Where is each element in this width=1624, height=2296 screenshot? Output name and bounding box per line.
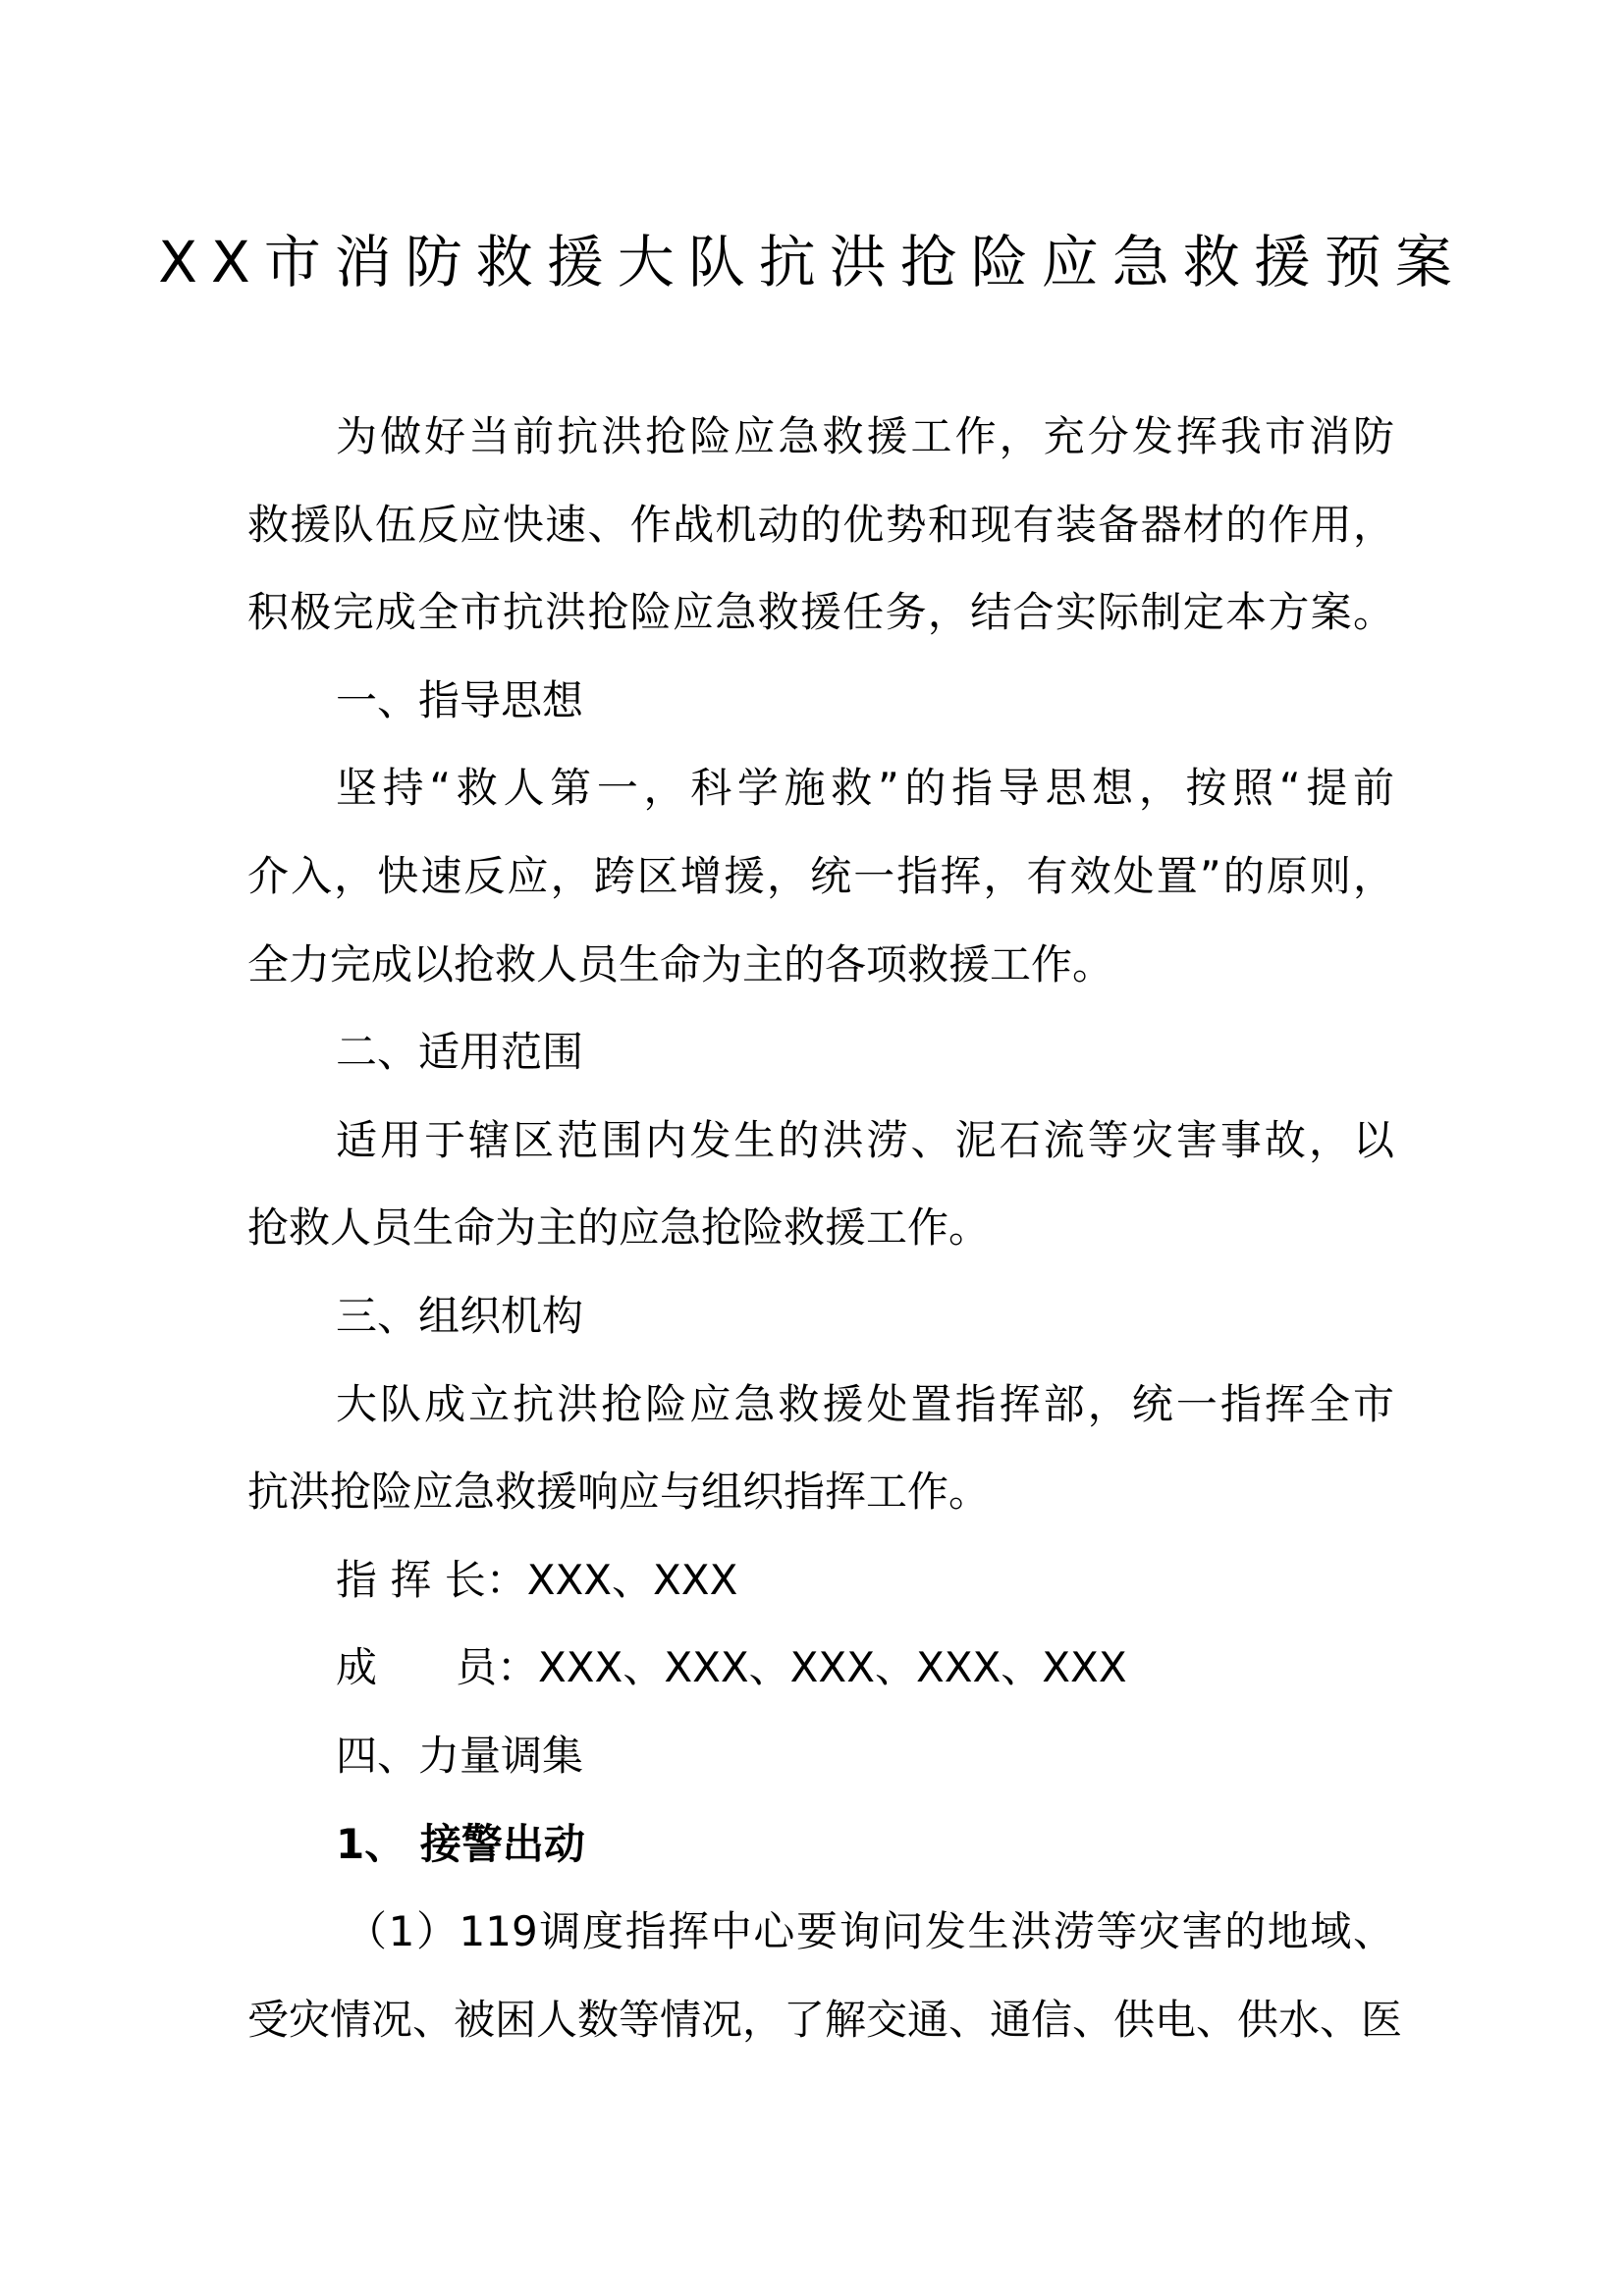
section-heading: 二、适用范围 bbox=[336, 1028, 584, 1077]
paragraph-line: 坚持“救人第一，科学施救”的指导思想，按照“提前 bbox=[336, 764, 1394, 813]
section-heading: 三、组织机构 bbox=[336, 1291, 584, 1340]
paragraph-line: 抗洪抢险应急救援响应与组织指挥工作。 bbox=[247, 1468, 991, 1517]
paragraph-line: 受灾情况、被困人数等情况，了解交通、通信、供电、供水、医 bbox=[247, 1995, 1403, 2044]
paragraph-line: 全力完成以抢救人员生命为主的各项救援工作。 bbox=[247, 939, 1114, 988]
section-heading: 四、力量调集 bbox=[336, 1731, 584, 1780]
paragraph-line: 救援队伍反应快速、作战机动的优势和现有装备器材的作用， bbox=[247, 500, 1394, 549]
paragraph-line: 适用于辖区范围内发生的洪涝、泥石流等灾害事故，以 bbox=[336, 1115, 1394, 1164]
document-body bbox=[247, 393, 1403, 2063]
members-label-start: 成 bbox=[336, 1643, 378, 1692]
document-title: XX市消防救援大队抗洪抢险应急救援预案 bbox=[158, 229, 1466, 295]
paragraph-line: 抢救人员生命为主的应急抢险救援工作。 bbox=[247, 1203, 991, 1253]
subsection-heading: 1、 接警出动 bbox=[336, 1819, 585, 1868]
paragraph-line: 介入，快速反应，跨区增援，统一指挥，有效处置”的原则， bbox=[247, 851, 1394, 900]
members-list: 员：XXX、XXX、XXX、XXX、XXX bbox=[456, 1643, 1127, 1692]
paragraph-line: 大队成立抗洪抢险应急救援处置指挥部，统一指挥全市 bbox=[336, 1379, 1394, 1428]
members-line bbox=[247, 1624, 1394, 1712]
commander-line: 指 挥 长：XXX、XXX bbox=[336, 1555, 738, 1604]
section-heading: 一、指导思想 bbox=[336, 675, 584, 724]
paragraph-line: （1）119调度指挥中心要询问发生洪涝等灾害的地域、 bbox=[346, 1907, 1394, 1956]
paragraph-line: 为做好当前抗洪抢险应急救援工作，充分发挥我市消防 bbox=[336, 412, 1394, 460]
paragraph-line: 积极完成全市抗洪抢险应急救援任务，结合实际制定本方案。 bbox=[247, 588, 1394, 637]
